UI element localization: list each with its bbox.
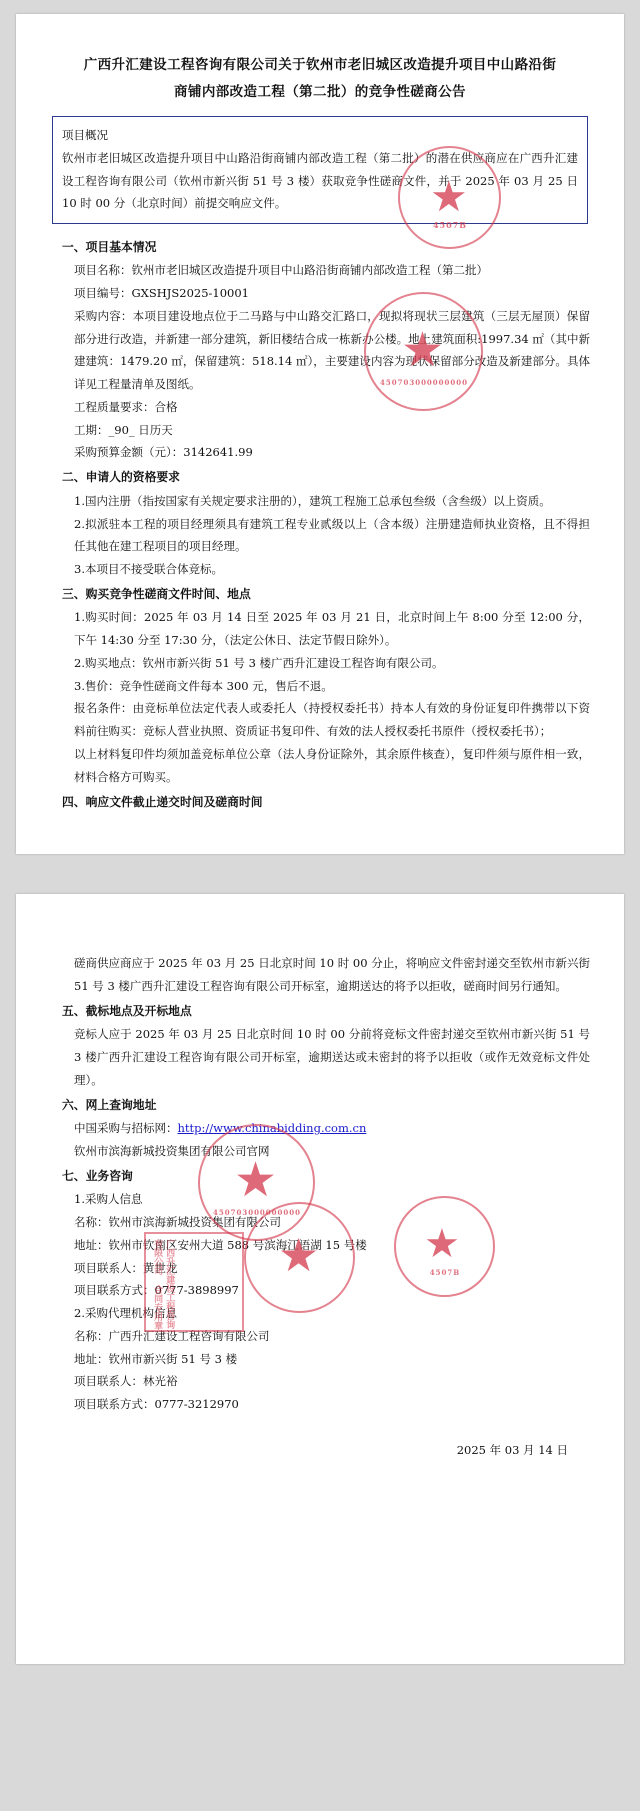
seal-bottom-code-2: 450703000000000 — [379, 378, 469, 387]
official-seal-round-5: ★ 4507B — [394, 1196, 496, 1298]
site-label: 中国采购与招标网： — [74, 1121, 178, 1136]
official-seal-round-4: ★ — [244, 1202, 356, 1314]
overview-text: 钦州市老旧城区改造提升项目中山路沿街商铺内部改造工程（第二批）的潜在供应商应在广西升汇建设工程咨询有限公司（钦州市新兴街 51 号 3 楼）获取竞争性磋商文件，并于 2025 年 03 月 25 日 10 时 00 分（北京时间）前提交响应文件。 — [62, 151, 578, 211]
page-title — [50, 52, 590, 106]
section-2-item-3: 3.本项目不接受联合体竞标。 — [74, 562, 223, 577]
section-7-item-5: 项目联系方式：0777-3898997 — [74, 1283, 239, 1298]
square-seal-text: 广西升汇建设工程咨询有限公司 合同专用章 — [152, 1239, 175, 1331]
section-7-item-1: 1.采购人信息 — [74, 1192, 143, 1207]
official-seal-round-1: ★ 4507B — [398, 146, 502, 250]
section-3-item-2: 2.购买地点：钦州市新兴街 51 号 3 楼广西升汇建设工程咨询有限公司。 — [74, 655, 444, 670]
section-7-item-7: 名称：广西升汇建设工程咨询有限公司 — [74, 1328, 270, 1343]
section-7-item-8: 地址：钦州市新兴街 51 号 3 楼 — [74, 1351, 238, 1366]
section-6-item-2: 钦州市滨海新城投资集团有限公司官网 — [74, 1143, 270, 1158]
bidding-site-link[interactable]: http://www.chinabidding.com.cn — [177, 1121, 367, 1136]
page-gap — [0, 854, 640, 894]
section-6-item-1 — [50, 1117, 590, 1140]
section-1-item-2: 项目编号：GXSHJS2025-10001 — [74, 286, 250, 301]
official-seal-round-3: ★ 450703000000000 — [198, 1124, 316, 1242]
section-1-item-4: 工程质量要求：合格 — [74, 399, 178, 414]
title-line-1: 广西升汇建设工程咨询有限公司关于钦州市老旧城区改造提升项目中山路沿街 — [83, 57, 557, 73]
page-top-spacer — [0, 0, 640, 14]
signature-date: 2025 年 03 月 14 日 — [456, 1442, 568, 1457]
official-seal-round-2: ★ 450703000000000 — [364, 292, 484, 412]
section-heading-6: 六、网上查询地址 — [62, 1097, 157, 1112]
title-line-2: 商铺内部改造工程（第二批）的竞争性磋商公告 — [174, 84, 466, 100]
seal-bottom-code-3: 450703000000000 — [212, 1208, 302, 1218]
section-1-item-3: 采购内容：本项目建设地点位于二马路与中山路交汇路口，现拟将现状三层建筑（三层无屋顶）保留部分进行改造，并新建一部分建筑，新旧楼结合成一栋新办公楼。地上建筑面积:1997.34 ㎡（其中新建建筑：1479.20 ㎡，保留建筑：518.14 ㎡），主要建设内容为现状保留部分改造及新建部分。具体详见工程量清单及图纸。 — [74, 308, 590, 392]
section-heading-4: 四、响应文件截止递交时间及磋商时间 — [62, 794, 263, 809]
document-page-2 — [16, 894, 624, 1664]
section-heading-5: 五、截标地点及开标地点 — [62, 1003, 192, 1018]
section-heading-7: 七、业务咨询 — [62, 1168, 133, 1183]
section-7-item-10: 项目联系方式：0777-3212970 — [74, 1397, 239, 1412]
overview-heading: 项目概况 — [62, 128, 108, 142]
section-7-item-3: 地址：钦州市钦南区安州大道 588 号滨海江语湖 15 号楼 — [74, 1237, 367, 1252]
section-1-item-6: 采购预算金额（元）：3142641.99 — [74, 445, 253, 460]
section-3-item-3: 3.售价：竞争性磋商文件每本 300 元，售后不退。 — [74, 678, 333, 693]
seal-bottom-code: 4507B — [432, 220, 468, 230]
project-overview-box — [52, 116, 588, 224]
section-heading-1: 一、项目基本情况 — [62, 239, 157, 254]
seal-bottom-code-4: 4507B — [429, 1268, 461, 1278]
document-page-1 — [16, 14, 624, 854]
section-3-item-4: 报名条件：由竞标单位法定代表人或委托人（持授权委托书）持本人有效的身份证复印件携带以下资料前往购买：竞标人营业执照、资质证书复印件、有效的法人授权委托书原件（授权委托书）； — [74, 701, 590, 739]
section-1-item-5: 工期：_90_ 日历天 — [74, 422, 173, 437]
section-7-item-9: 项目联系人：林光裕 — [74, 1374, 178, 1389]
section-7-item-6: 2.采购代理机构信息 — [74, 1306, 177, 1321]
section-2-item-2: 2.拟派驻本工程的项目经理须具有建筑工程专业贰级以上（含本级）注册建造师执业资格，且不得担任其他在建工程项目的项目经理。 — [74, 516, 590, 554]
section-3-item-5: 以上材料复印件均须加盖竞标单位公章（法人身份证除外，其余原件核查），复印件须与原件相一致，材料合格方可购买。 — [74, 747, 590, 784]
section-5-item-1: 竞标人应于 2025 年 03 月 25 日北京时间 10 时 00 分前将竞标文件密封递交至钦州市新兴街 51 号 3 楼广西升汇建设工程咨询有限公司开标室，逾期送达或未密封的将予以拒收（或作无效竞标文件处理）。 — [74, 1027, 590, 1087]
section-4-item-1: 磋商供应商应于 2025 年 03 月 25 日北京时间 10 时 00 分止，将响应文件密封递交至钦州市新兴街 51 号 3 楼广西升汇建设工程咨询有限公司开标室，逾期送达的将予以拒收，磋商时间另行通知。 — [74, 956, 590, 993]
section-2-item-1: 1.国内注册（指按国家有关规定要求注册的），建筑工程施工总承包叁级（含叁级）以上资质。 — [74, 493, 551, 508]
page-bottom-spacer — [0, 1664, 640, 1724]
section-heading-3: 三、购买竞争性磋商文件时间、地点 — [62, 586, 251, 601]
section-3-item-1: 1.购买时间：2025 年 03 月 14 日至 2025 年 03 月 21 日，北京时间上午 8:00 分至 12:00 分，下午 14:30 分至 17:30 分，（法定公休日、法定节假日除外）。 — [74, 610, 590, 648]
section-7-item-4: 项目联系人：黄世龙 — [74, 1260, 178, 1275]
section-7-item-2: 名称：钦州市滨海新城投资集团有限公司 — [74, 1215, 281, 1230]
section-heading-2: 二、申请人的资格要求 — [62, 470, 180, 485]
section-1-item-1: 项目名称：钦州市老旧城区改造提升项目中山路沿街商铺内部改造工程（第二批） — [74, 263, 488, 278]
